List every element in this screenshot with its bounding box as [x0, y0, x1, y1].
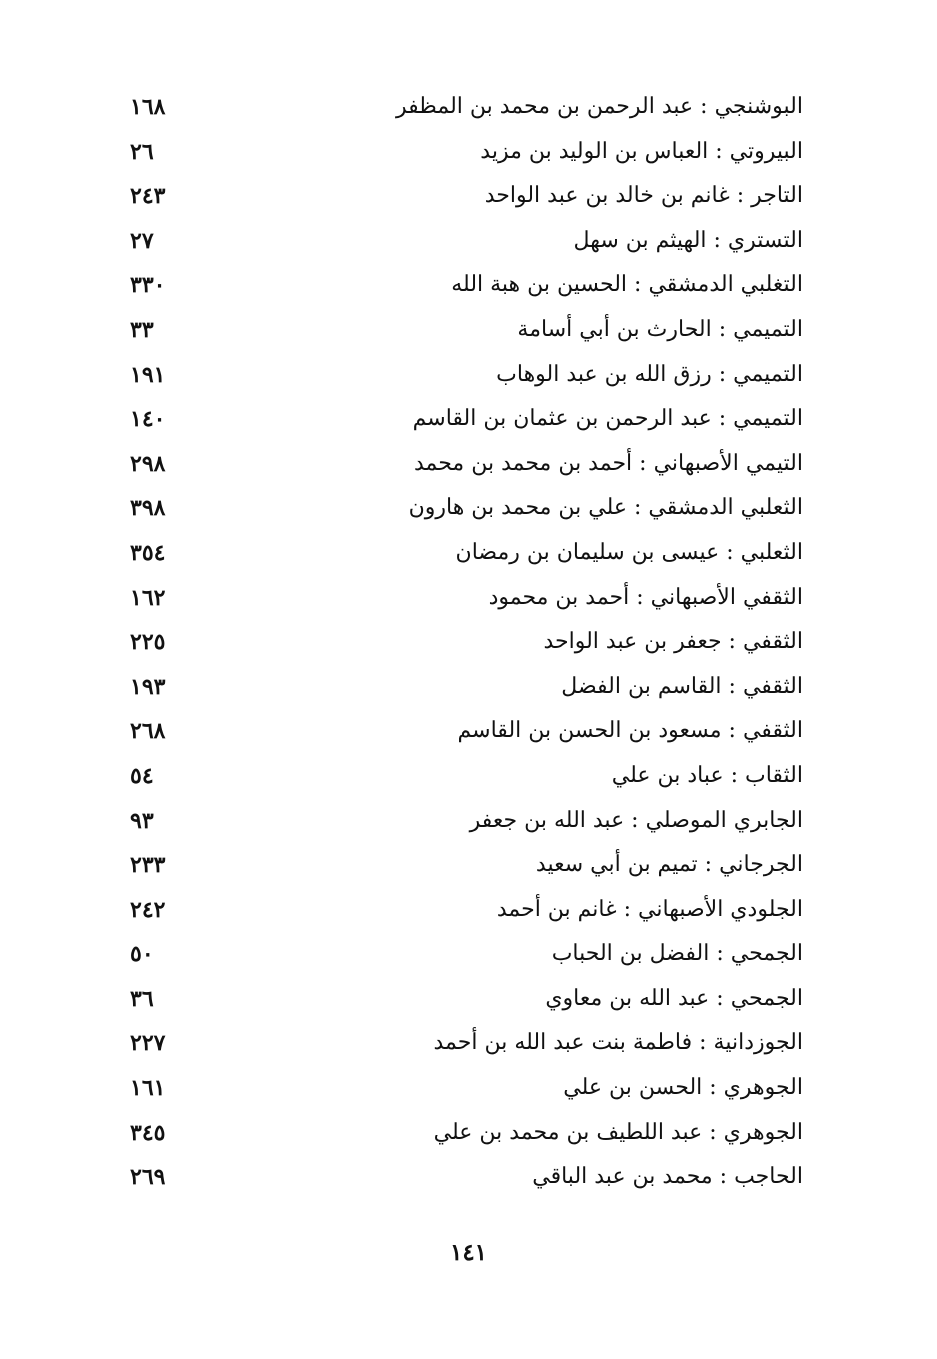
index-entry: [0, 710, 937, 755]
entry-page-number: ٢٤٢: [130, 896, 166, 923]
entry-name: البيروتي : العباس بن الوليد بن مزيد: [480, 138, 803, 164]
entry-name: الجوزدانية : فاطمة بنت عبد الله بن أحمد: [433, 1030, 803, 1056]
entry-name: الثعلبي : عيسى بن سليمان بن رمضان: [455, 539, 803, 565]
entry-name: البوشنجي : عبد الرحمن بن محمد بن المظفر: [396, 94, 803, 119]
entry-page-number: ٢٣٣: [130, 852, 166, 879]
entry-page-number: ٣٤٥: [130, 1119, 166, 1146]
entry-page-number: ١٩٣: [130, 673, 166, 700]
entry-page-number: ٩٣: [130, 807, 154, 834]
entry-page-number: ١٦٢: [130, 584, 166, 611]
index-list: [0, 86, 937, 1201]
entry-name: الجوهري : الحسن بن علي: [563, 1075, 803, 1101]
index-entry: [0, 354, 937, 399]
entry-page-number: ٣٦: [130, 985, 154, 1012]
entry-page-number: ٢٢٧: [130, 1030, 166, 1057]
index-entry: [0, 1022, 937, 1067]
index-entry: [0, 800, 937, 845]
entry-page-number: ١٦٨: [130, 94, 166, 120]
entry-page-number: ٢٧: [130, 227, 154, 254]
entry-page-number: ٢٦٩: [130, 1164, 166, 1191]
entry-name: الجلودي الأصبهاني : غانم بن أحمد: [496, 896, 803, 922]
entry-name: الجمحي : عبد الله بن معاوي: [545, 985, 803, 1011]
entry-page-number: ٢٦: [130, 138, 154, 165]
entry-name: الثقفي الأصبهاني : أحمد بن محمود: [488, 584, 803, 610]
index-entry: [0, 1067, 937, 1112]
entry-page-number: ١٩١: [130, 361, 166, 388]
index-entry: [0, 577, 937, 622]
entry-page-number: ٣٩٨: [130, 495, 166, 522]
index-entry: [0, 443, 937, 488]
entry-name: التميمي : الحارث بن أبي أسامة: [517, 316, 803, 342]
entry-page-number: ٣٣: [130, 316, 154, 343]
entry-name: التاجر : غانم بن خالد بن عبد الواحد: [484, 183, 803, 209]
entry-page-number: ٣٣٠: [130, 272, 166, 299]
index-entry: [0, 220, 937, 265]
entry-page-number: ٥٠: [130, 941, 154, 968]
entry-name: الجرجاني : تميم بن أبي سعيد: [535, 852, 803, 878]
entry-page-number: ١٤٠: [130, 406, 166, 433]
index-entry: [0, 844, 937, 889]
page-number: ١٤١: [449, 1239, 488, 1266]
entry-page-number: ٥٤: [130, 762, 154, 789]
entry-page-number: ٢٦٨: [130, 718, 166, 745]
entry-name: التغلبي الدمشقي : الحسين بن هبة الله: [451, 272, 803, 298]
index-entry: [0, 487, 937, 532]
entry-name: الجابري الموصلي : عبد الله بن جعفر: [469, 807, 803, 833]
entry-name: الثقفي : مسعود بن الحسن بن القاسم: [457, 718, 803, 744]
index-entry: [0, 1156, 937, 1201]
entry-name: التميمي : رزق الله بن عبد الوهاب: [496, 361, 803, 387]
index-entry: [0, 621, 937, 666]
index-entry: [0, 666, 937, 711]
index-entry: [0, 532, 937, 577]
entry-page-number: ٢٢٥: [130, 629, 166, 656]
index-entry: [0, 309, 937, 354]
index-entry: [0, 889, 937, 934]
entry-name: التيمي الأصبهاني : أحمد بن محمد بن محمد: [413, 450, 803, 476]
entry-name: التستري : الهيثم بن سهل: [573, 227, 803, 253]
index-entry: [0, 1112, 937, 1157]
index-entry: [0, 398, 937, 443]
index-entry: [0, 86, 937, 131]
entry-name: الجوهري : عبد اللطيف بن محمد بن علي: [433, 1119, 803, 1145]
index-entry: [0, 933, 937, 978]
entry-name: الثعلبي الدمشقي : علي بن محمد بن هارون: [408, 495, 803, 521]
index-entry: [0, 978, 937, 1023]
entry-page-number: ١٦١: [130, 1075, 166, 1102]
entry-name: التميمي : عبد الرحمن بن عثمان بن القاسم: [412, 406, 803, 432]
entry-name: الثقفي : القاسم بن الفضل: [561, 673, 803, 699]
entry-page-number: ٢٩٨: [130, 450, 166, 477]
index-entry: [0, 264, 937, 309]
entry-page-number: ٢٤٣: [130, 183, 166, 210]
index-entry: [0, 175, 937, 220]
entry-name: الثقفي : جعفر بن عبد الواحد: [543, 629, 803, 655]
entry-name: الجمحي : الفضل بن الحباب: [551, 941, 803, 967]
entry-page-number: ٣٥٤: [130, 539, 166, 566]
entry-name: الثقاب : عباد بن علي: [611, 762, 803, 788]
entry-name: الحاجب : محمد بن عبد الباقي: [532, 1164, 803, 1190]
index-entry: [0, 131, 937, 176]
index-entry: [0, 755, 937, 800]
